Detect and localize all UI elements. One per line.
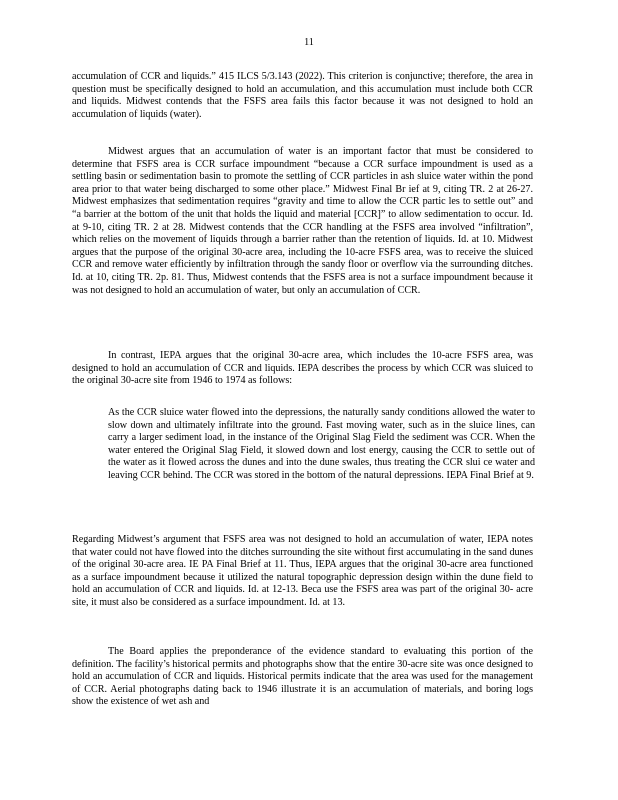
paragraph-text: In contrast, IEPA argues that the original 30-acre area, which includes the 10-acre FSFS area, was designed to hold an accumulation of CCR and liquids. IEPA describes the process by which CCR was sluiced to the original 30-acre site from 1946 to 1974 as follows:	[72, 350, 533, 387]
paragraph-text: Regarding Midwest’s argument that FSFS area was not designed to hold an accumulation of water, IEPA notes that water could not have flowed into the ditches surrounding the site without first accumulating in the sand dunes of the original 30-acre area. IE PA Final Brief at 11. Thus, IEPA argues that the original 30-acre area functioned as a surface impoundment because it utilized the natural topographic depression design within the dune field to hold an accumulation of CCR and liquids. Id. at 12-13. Beca use the FSFS area was part of the original 30- acre site, it must also be considered as a surface impoundment. Id. at 13.	[72, 534, 533, 608]
paragraph-4	[72, 534, 533, 610]
paragraph-text: Midwest argues that an accumulation of water is an important factor that must be considered to determine that FSFS area is CCR surface impoundment “because a CCR surface impoundment is used as a settling basin or sedimentation basin to promote the settling of CCR particles in ash sluice water within the pond area prior to that water being discharged to some other place.” Midwest Final Br ief at 9, citing TR. 2 at 26-27. Midwest emphasizes that sedimentation requires “gravity and time to allow the CCR partic les to settle out” and “a barrier at the bottom of the unit that holds the liquid and material [CCR]” to allow sedimentation to occur. Id. at 9-10, citing TR. 2 at 28. Midwest contends that the CCR handling at the FSFS area involved “infiltration”, which relies on the movement of liquids through a barrier rather than the retention of liquids. Id. at 10. Midwest argues that the purpose of the original 30-acre area, including the 10-acre FSFS area, was to receive the sluiced CCR and remove water efficiently by infiltration through the sandy floor or overflow via the surrounding ditches. Id. at 10, citing TR. 2p. 81. Thus, Midwest contends that the FSFS area is not a surface impoundment because it was not designed to hold an accumulation of water, but only an accumulation of CCR.	[72, 146, 533, 296]
paragraph-3	[72, 350, 533, 388]
quote-text: As the CCR sluice water flowed into the depressions, the naturally sandy conditions allowed the water to slow down and ultimately infiltrate into the ground. Fast moving water, such as in the sluice lines, can carry a larger sediment load, in the instance of the Original Slag Field the sediment was CCR. When the water entered the Original Slag Field, it slowed down and lost energy, causing the CCR to settle out of the water as it flowed across the dunes and into the dune swales, thus treating the CCR slui ce water and leaving CCR behind. The CCR was stored in the bottom of the natural depressions. IEPA Final Brief at 9.	[108, 407, 535, 481]
paragraph-1	[72, 71, 533, 121]
paragraph-5	[72, 646, 533, 709]
block-quote	[108, 407, 535, 483]
paragraph-text: The Board applies the preponderance of the evidence standard to evaluating this portion of the definition. The facility’s historical permits and photographs show that the entire 30-acre site was once designed to hold an accumulation of CCR and liquids. Historical permits indicate that the area was used for the management of CCR. Aerial photographs dating back to 1946 illustrate it is an accumulation of materials, and boring logs show the existence of wet ash and	[72, 646, 533, 708]
paragraph-text: accumulation of CCR and liquids.” 415 ILCS 5/3.143 (2022). This criterion is conjunctive; therefore, the area in question must be specifically designed to hold an accumulation, and this accumulation must include both CCR and liquids. Midwest contends that the FSFS area fails this factor because it was not designed to hold an accumulation of liquids (water).	[72, 71, 533, 120]
paragraph-2	[72, 146, 533, 297]
page-number: 11	[304, 37, 314, 48]
